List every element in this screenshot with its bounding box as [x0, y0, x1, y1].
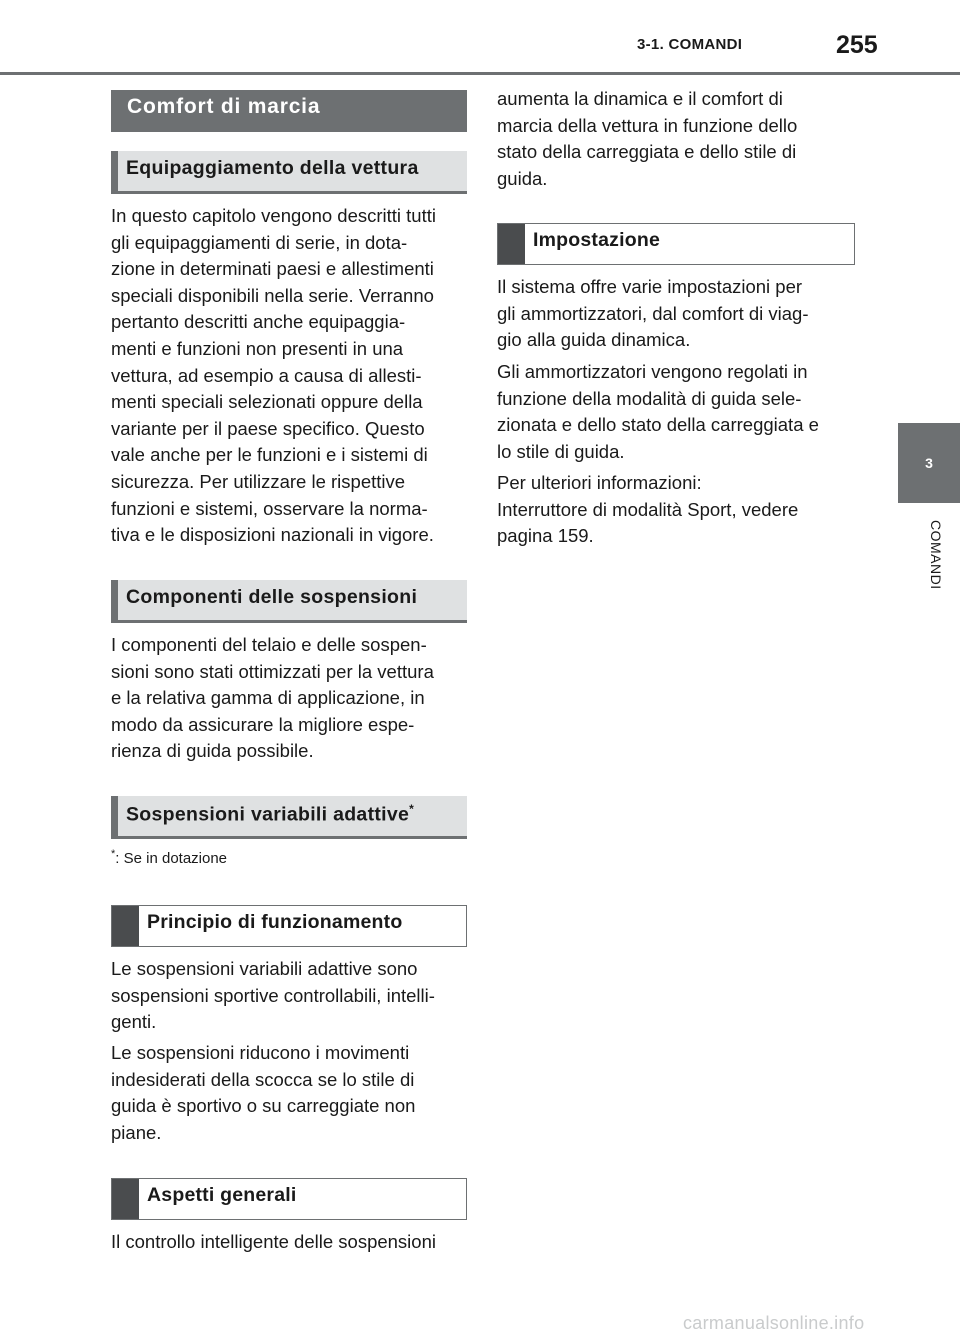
body-line: aumenta la dinamica e il comfort di — [497, 88, 783, 109]
aspetti-heading — [111, 1178, 467, 1220]
principio-heading — [111, 905, 467, 947]
main-section-title: Comfort di marcia — [111, 90, 467, 132]
impostazione-para-1 — [497, 274, 809, 354]
body-line: guida. — [497, 167, 548, 189]
body-line: stato della carreggiata e dello stile di — [497, 141, 797, 163]
body-line: zione in determinati paesi e allestimenti — [111, 258, 434, 280]
body-line: sicurezza. Per utilizzare le rispettive — [111, 470, 406, 492]
running-header-section: 3-1. COMANDI — [637, 36, 743, 53]
body-line: pertanto descritti anche equipaggia- — [111, 311, 406, 333]
heading-marker — [498, 224, 525, 264]
page-number: 255 — [836, 31, 878, 59]
sospensioni-heading — [111, 796, 467, 839]
body-line: Il sistema offre varie impostazioni per — [497, 276, 803, 297]
body-line: gli ammortizzatori, dal comfort di viag- — [497, 302, 809, 324]
continuation-paragraph — [497, 86, 797, 192]
heading-marker — [112, 906, 139, 946]
body-line: gio alla guida dinamica. — [497, 329, 691, 351]
body-line: vale anche per le funzioni e i sistemi di — [111, 444, 428, 466]
body-line: vettura, ad esempio a causa di allesti- — [111, 364, 422, 386]
impostazione-para-3 — [497, 470, 798, 550]
body-line: modo da assicurare la migliore espe- — [111, 713, 415, 735]
availability-asterisk: * — [409, 802, 415, 816]
body-line: Le sospensioni variabili adattive sono — [111, 958, 418, 979]
body-line: menti e funzioni non presenti in una — [111, 337, 404, 359]
componenti-heading: Componenti delle sospensioni — [111, 580, 467, 623]
body-line: speciali disponibili nella serie. Verranno — [111, 284, 434, 306]
body-line: In questo capitolo vengono descritti tutti — [111, 205, 436, 226]
body-line: funzione della modalità di guida sele- — [497, 387, 802, 409]
impostazione-heading — [497, 223, 855, 265]
body-line: menti speciali selezionati oppure della — [111, 391, 423, 413]
body-line: Il controllo intelligente delle sospensioni — [111, 1231, 436, 1252]
equipaggiamento-body — [111, 203, 436, 549]
body-line: sospensioni sportive controllabili, intelli- — [111, 984, 435, 1006]
footnote — [111, 848, 227, 867]
chapter-tab — [898, 423, 960, 503]
aspetti-heading-text: Aspetti generali — [147, 1184, 297, 1206]
body-line: Gli ammortizzatori vengono regolati in — [497, 361, 808, 382]
body-line: tiva e le disposizioni nazionali in vigore. — [111, 524, 434, 546]
sospensioni-heading-text: Sospensioni variabili adattive — [126, 803, 410, 826]
body-line: Interruttore di modalità Sport, vedere — [497, 498, 799, 520]
body-line: Le sospensioni riducono i movimenti — [111, 1042, 410, 1063]
body-line: funzioni e sistemi, osservare la norma- — [111, 497, 428, 519]
heading-marker — [112, 1179, 139, 1219]
body-line: Per ulteriori informazioni: — [497, 472, 702, 493]
cross-reference-line: pagina 159. — [497, 525, 594, 547]
aspetti-body — [111, 1229, 436, 1256]
chapter-label: COMANDI — [928, 520, 944, 590]
body-line: sioni sono stati ottimizzati per la vettura — [111, 660, 434, 682]
body-line: genti. — [111, 1011, 157, 1033]
footnote-mark: * — [111, 848, 116, 860]
principio-para-2 — [111, 1040, 415, 1146]
body-line: indesiderati della scocca se lo stile di — [111, 1068, 415, 1090]
impostazione-heading-text: Impostazione — [533, 229, 660, 251]
body-line: gli equipaggiamenti di serie, in dota- — [111, 231, 408, 253]
footnote-text: : Se in dotazione — [115, 850, 228, 867]
impostazione-para-2 — [497, 359, 819, 465]
componenti-body — [111, 632, 434, 765]
body-line: e la relativa gamma di applicazione, in — [111, 687, 425, 709]
body-line: zionata e dello stato della carreggiata e — [497, 414, 819, 436]
principio-para-1 — [111, 956, 435, 1036]
body-line: variante per il paese specifico. Questo — [111, 417, 425, 439]
header-rule — [0, 72, 960, 75]
body-line: marcia della vettura in funzione dello — [497, 114, 798, 136]
chapter-number: 3 — [925, 455, 933, 471]
watermark: carmanualsonline.info — [683, 1313, 865, 1333]
body-line: I componenti del telaio e delle sospen- — [111, 634, 427, 655]
body-line: piane. — [111, 1121, 162, 1143]
body-line: rienza di guida possibile. — [111, 740, 314, 762]
equipaggiamento-heading: Equipaggiamento della vettura — [111, 151, 467, 194]
body-line: lo stile di guida. — [497, 440, 625, 462]
body-line: guida è sportivo o su carreggiate non — [111, 1095, 416, 1117]
principio-heading-text: Principio di funzionamento — [147, 911, 403, 933]
